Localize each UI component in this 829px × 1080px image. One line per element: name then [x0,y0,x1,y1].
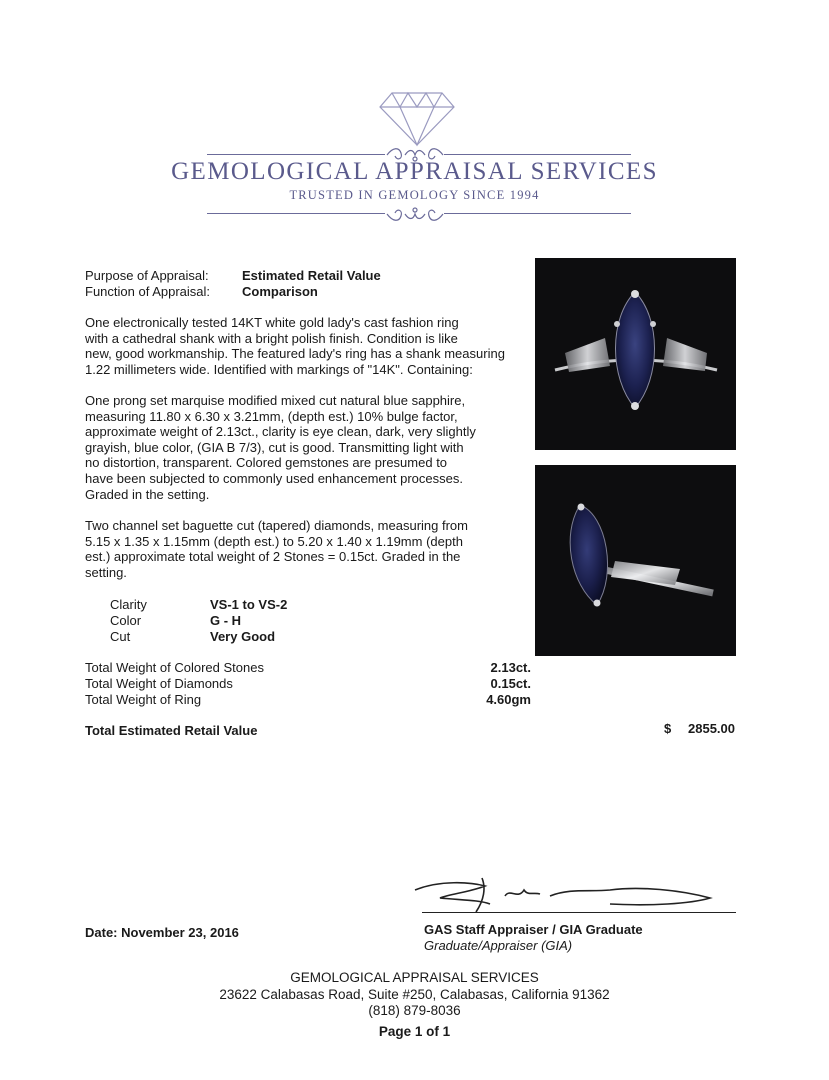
total-diamonds-value: 0.15ct. [490,676,531,691]
diamond-line: Two channel set baguette cut (tapered) diamonds, measuring from [85,518,468,533]
sapphire-description [85,393,476,502]
description-line: new, good workmanship. The featured lady's ring has a shank measuring [85,346,505,362]
ring-image [535,465,736,656]
function-value: Comparison [242,284,318,299]
total-colored-stones-label: Total Weight of Colored Stones [85,660,264,675]
header-bottom-rule-right [444,213,631,214]
grading-label-cut: Cut [110,629,131,644]
ring-photo-top [535,258,736,450]
ring-photo-bottom [535,465,736,656]
header-top-rule-right [444,154,631,155]
signature-line [422,912,736,913]
total-ring-weight-value: 4.60gm [486,692,531,707]
appraiser-title: GAS Staff Appraiser / GIA Graduate [424,922,643,937]
retail-value-label: Total Estimated Retail Value [85,723,258,738]
description-line: 1.22 millimeters wide. Identified with markings of "14K". Containing: [85,361,473,377]
page-number: Page 1 of 1 [378,1024,451,1039]
total-ring-weight-label: Total Weight of Ring [85,692,202,707]
sapphire-line: have been subjected to commonly used enhancement processes. [85,470,463,486]
header-bottom-rule-left [207,213,385,214]
appraisal-date: Date: November 23, 2016 [85,925,239,940]
description-line: One electronically tested 14KT white gold lady's cast fashion ring [85,315,459,330]
company-name: GEMOLOGICAL APPRAISAL SERVICES [171,158,658,185]
diamond-line: est.) approximate total weight of 2 Stones = 0.15ct. Graded in the [85,549,461,565]
footer-company: GEMOLOGICAL APPRAISAL SERVICES [290,970,539,985]
header-top-rule [207,154,385,155]
retail-currency: $ [664,721,672,736]
sapphire-line: approximate weight of 2.13ct., clarity is eye clean, dark, very slightly [85,424,476,440]
ring-description [85,315,505,377]
purpose-label: Purpose of Appraisal: [85,268,209,283]
sapphire-line: no distortion, transparent. Colored gemstones are presumed to [85,455,448,471]
sapphire-line: grayish, blue color, (GIA B 7/3), cut is good. Transmitting light with [85,439,464,455]
grading-value-clarity: VS-1 to VS-2 [210,597,288,612]
retail-amount: 2855.00 [688,721,735,736]
purpose-value: Estimated Retail Value [242,268,381,283]
diamond-line: setting. [85,564,127,580]
sapphire-line: measuring 11.80 x 6.30 x 3.21mm, (depth est.) 10% bulge factor, [85,408,458,424]
total-diamonds-label: Total Weight of Diamonds [85,676,233,691]
diamond-line: 5.15 x 1.35 x 1.15mm (depth est.) to 5.20 x 1.40 x 1.19mm (depth [85,533,463,549]
total-colored-stones-value: 2.13ct. [490,660,531,675]
ring-image [535,258,736,450]
footer-phone: (818) 879-8036 [368,1003,461,1018]
appraiser-subtitle: Graduate/Appraiser (GIA) [424,938,573,953]
sapphire-line: One prong set marquise modified mixed cut natural blue sapphire, [85,393,466,408]
diamond-description [85,518,468,580]
grading-value-cut: Very Good [210,629,276,644]
footer-address: 23622 Calabasas Road, Suite #250, Calabasas, California 91362 [219,987,610,1002]
grading-value-color: G - H [210,613,242,628]
description-line: with a cathedral shank with a bright polish finish. Condition is like [85,330,458,346]
grading-label-color: Color [110,613,142,628]
function-label: Function of Appraisal: [85,284,211,299]
grading-label-clarity: Clarity [110,597,147,612]
company-tagline: TRUSTED IN GEMOLOGY SINCE 1994 [289,188,540,202]
scroll-ornament-icon [385,204,445,224]
sapphire-line: Graded in the setting. [85,486,210,502]
diamond-icon [378,91,456,147]
